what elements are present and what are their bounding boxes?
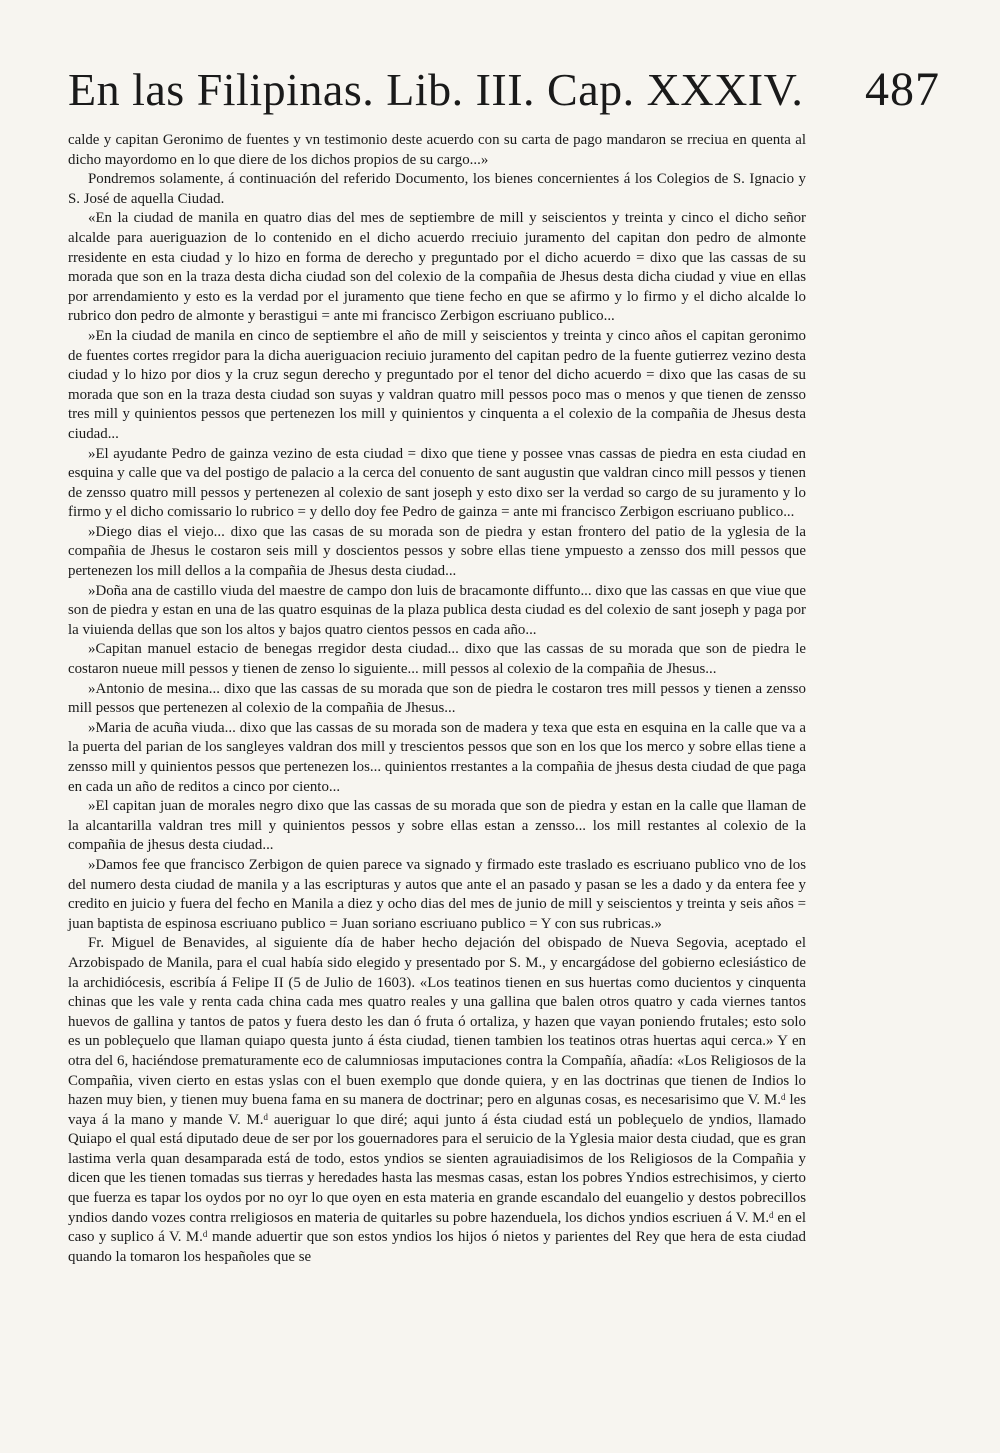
paragraph: Pondremos solamente, á continuación del referido Documento, los bienes concernientes á los Colegios de S. Ignacio y S. José de aquella Ciudad. [68, 171, 806, 207]
running-head [68, 62, 940, 122]
paragraph: »Damos fee que francisco Zerbigon de quien parece va signado y firmado este traslado es escriuano publico vno de los del numero desta ciudad de manila y a las escripturas y autos que ante el an pasado y pasan se les a dado y da entera fee y credito en juicio y fuera del fecho en Manila a diez y ocho dias del mes de junio de mill y seiscientos y treinta y seis años = juan baptista de espinosa escriuano publico = Juan soriano escriuano publico = Y con sus rubricas.» [68, 856, 806, 932]
paragraph: «En la ciudad de manila en quatro dias del mes de septiembre de mill y seiscientos y treinta y cinco el dicho señor alcalde para aueriguazion de lo contenido en el dicho acuerdo rreciuio juramento del capitan don pedro de almonte rresidente en esta ciudad y lo hizo en forma de derecho y preguntado por el dicho acuerdo = dixo que las cassas de su morada que son en la traza desta dicha ciudad son del colexio de la compañia de Jhesus desta dicha ciudad y viue en ellas por arrendamiento y esto es la verdad por el juramento que tiene fecho en que se afirmo y lo firmo y el dicho alcalde lo rubrico don pedro de almonte y berastigui = ante mi francisco Zerbigon escriuano publico... [68, 210, 806, 325]
paragraph: »El capitan juan de morales negro dixo que las cassas de su morada que son de piedra y estan en la calle que llaman de la alcantarilla valdran tres mill y quinientos pessos y sobre ellas estan a zensso... los mill restantes al colexio de la compañia de jhesus desta ciudad... [68, 798, 806, 854]
paragraph: »El ayudante Pedro de gainza vezino de esta ciudad = dixo que tiene y possee vnas cassas de piedra en esta ciudad en esquina y calle que va del postigo de palacio a la cerca del conuento de sant augustin que valdran cinco mill pessos y tienen de zensso quatro mill pessos y pertenezen al colexio de sant joseph y esto dixo ser la verdad so cargo de su juramento y lo firmo y el dicho comissario lo rubrico = y dello doy fee Pedro de gainza = ante mi francisco Zerbigon escriuano publico... [68, 445, 806, 521]
running-title: En las Filipinas. Lib. III. Cap. XXXIV. [68, 64, 804, 115]
paragraph: »Doña ana de castillo viuda del maestre de campo don luis de bracamonte diffunto... dixo que las cassas en que viue que son de piedra y estan en una de las quatro esquinas de la plaza publica desta ciudad es del colexio de sant joseph y paga por la viuienda dellas que son los altos y bajos quatro cientos pessos en cada año... [68, 582, 806, 638]
paragraph: »Maria de acuña viuda... dixo que las cassas de su morada son de madera y texa que esta en esquina en la calle que va a la puerta del parian de los sangleyes valdran dos mill y trescientos pessos que son en los que los merco y sobre ellas tiene a zensso mill y quinientos pessos que pertenezen los... quinientos rrestantes a la compañia de jhesus desta ciudad de que paga en cada un año de reditos a cinco por ciento... [68, 719, 806, 795]
page-number: 487 [865, 63, 940, 116]
body-text [68, 131, 806, 1267]
paragraph: Fr. Miguel de Benavides, al siguiente día de haber hecho dejación del obispado de Nueva Segovia, aceptado el Arzobispado de Manila, para el cual había sido elegido y presentado por S. M., y encargádose del gobierno eclesiástico de la archidiócesis, escribía á Felipe II (5 de Julio de 1603). «Los teatinos tienen en sus huertas como ducientos y cinquenta chinas que les vale y renta cada china cada mes quatro reales y una gallina que balen otros quatro y cada viernes tantos huevos de gallina y tantos de patos y fuera desto les dan ó fruta ó ortaliza, y hazen que vayan poniendo frutales; esto solo es un pobleçuelo que llaman quiapo questa junto á ésta ciudad, tienen tambien los teatinos otras huertas aqui cerca.» Y en otra del 6, haciéndose prematuramente eco de calumniosas imputaciones contra la Compañía, añadía: «Los Religiosos de la Compañia, viven cierto en estas yslas con el buen exemplo que donde quiera, y en las doctrinas que tienen de Indios lo hazen muy bien, y tienen muy buena fama en su manera de doctrinar; pero en algunas cosas, es necesarisimo que V. M.ᵈ les vaya á la mano y mande V. M.ᵈ aueriguar lo que diré; aqui junto á ésta ciudad está un pobleçuelo de yndios, llamado Quiapo el qual está diputado deue de ser por los gouernadores para el seruicio de la Yglesia maior desta ciudad, que es gran lastima verla quan desamparada está de todo, estos yndios se sienten agrauiadisimos de los Religiosos de la Compañia y dicen que les tienen tomadas sus tierras y heredades hasta las mesmas casas, estan los pobres Yndios estrechisimos, y cierto que fuerza es tapar los oydos por no oyr lo que oyen en esta materia en grande escandalo del euangelio y destos pobrecillos yndios dando vozes contra rreligiosos en materia de quitarles su pobre hazenduela, los dichos yndios escriuen á V. M.ᵈ en el caso y suplico á V. M.ᵈ mande aduertir que son estos yndios los hijos ó nietos y parientes del Rey que hera de esta ciudad quando la tomaron los hespañoles que se [68, 935, 806, 1265]
paragraph: »Antonio de mesina... dixo que las cassas de su morada que son de piedra le costaron tres mill pessos y tienen a zensso mill pessos que pertenezen al colexio de la compañia de Jhesus... [68, 680, 806, 717]
paragraph: »Diego dias el viejo... dixo que las casas de su morada son de piedra y estan frontero del patio de la yglesia de la compañia de Jhesus le costaron seis mill y doscientos pessos y sobre ellas tiene ympuesto a zensso dos mill pessos que pertenezen los mill dellos a la compañia de Jhesus desta ciudad... [68, 523, 806, 580]
paragraph: »Capitan manuel estacio de benegas rregidor desta ciudad... dixo que las cassas de su morada que son de piedra le costaron nueue mill pessos y tienen de zenso lo siguiente... mill pessos al colexio de la compañia de Jhesus... [68, 641, 806, 678]
paragraph: »En la ciudad de manila en cinco de septiembre el año de mill y seiscientos y treinta y cinco años el capitan geronimo de fuentes cortes rregidor para la dicha aueriguacion reciuio juramento del capitan pedro de la fuente gutierrez vezino desta ciudad y lo hizo por dios y la cruz segun derecho y preguntado por el tenor del dicho acuerdo = dixo que las casas de su morada que son en la traza desta ciudad son suyas y valdran quatro mill pessos poco mas o menos y que tienen de zensso tres mill y quinientos pessos que pertenezen los mill y quinientos y cinquenta a el colexio de la compañia de Jhesus desta ciudad... [68, 327, 806, 442]
paragraph: calde y capitan Geronimo de fuentes y vn testimonio deste acuerdo con su carta de pago mandaron se rreciua en quenta al dicho mayordomo en lo que diere de los dichos propios de su cargo...» [68, 132, 806, 168]
